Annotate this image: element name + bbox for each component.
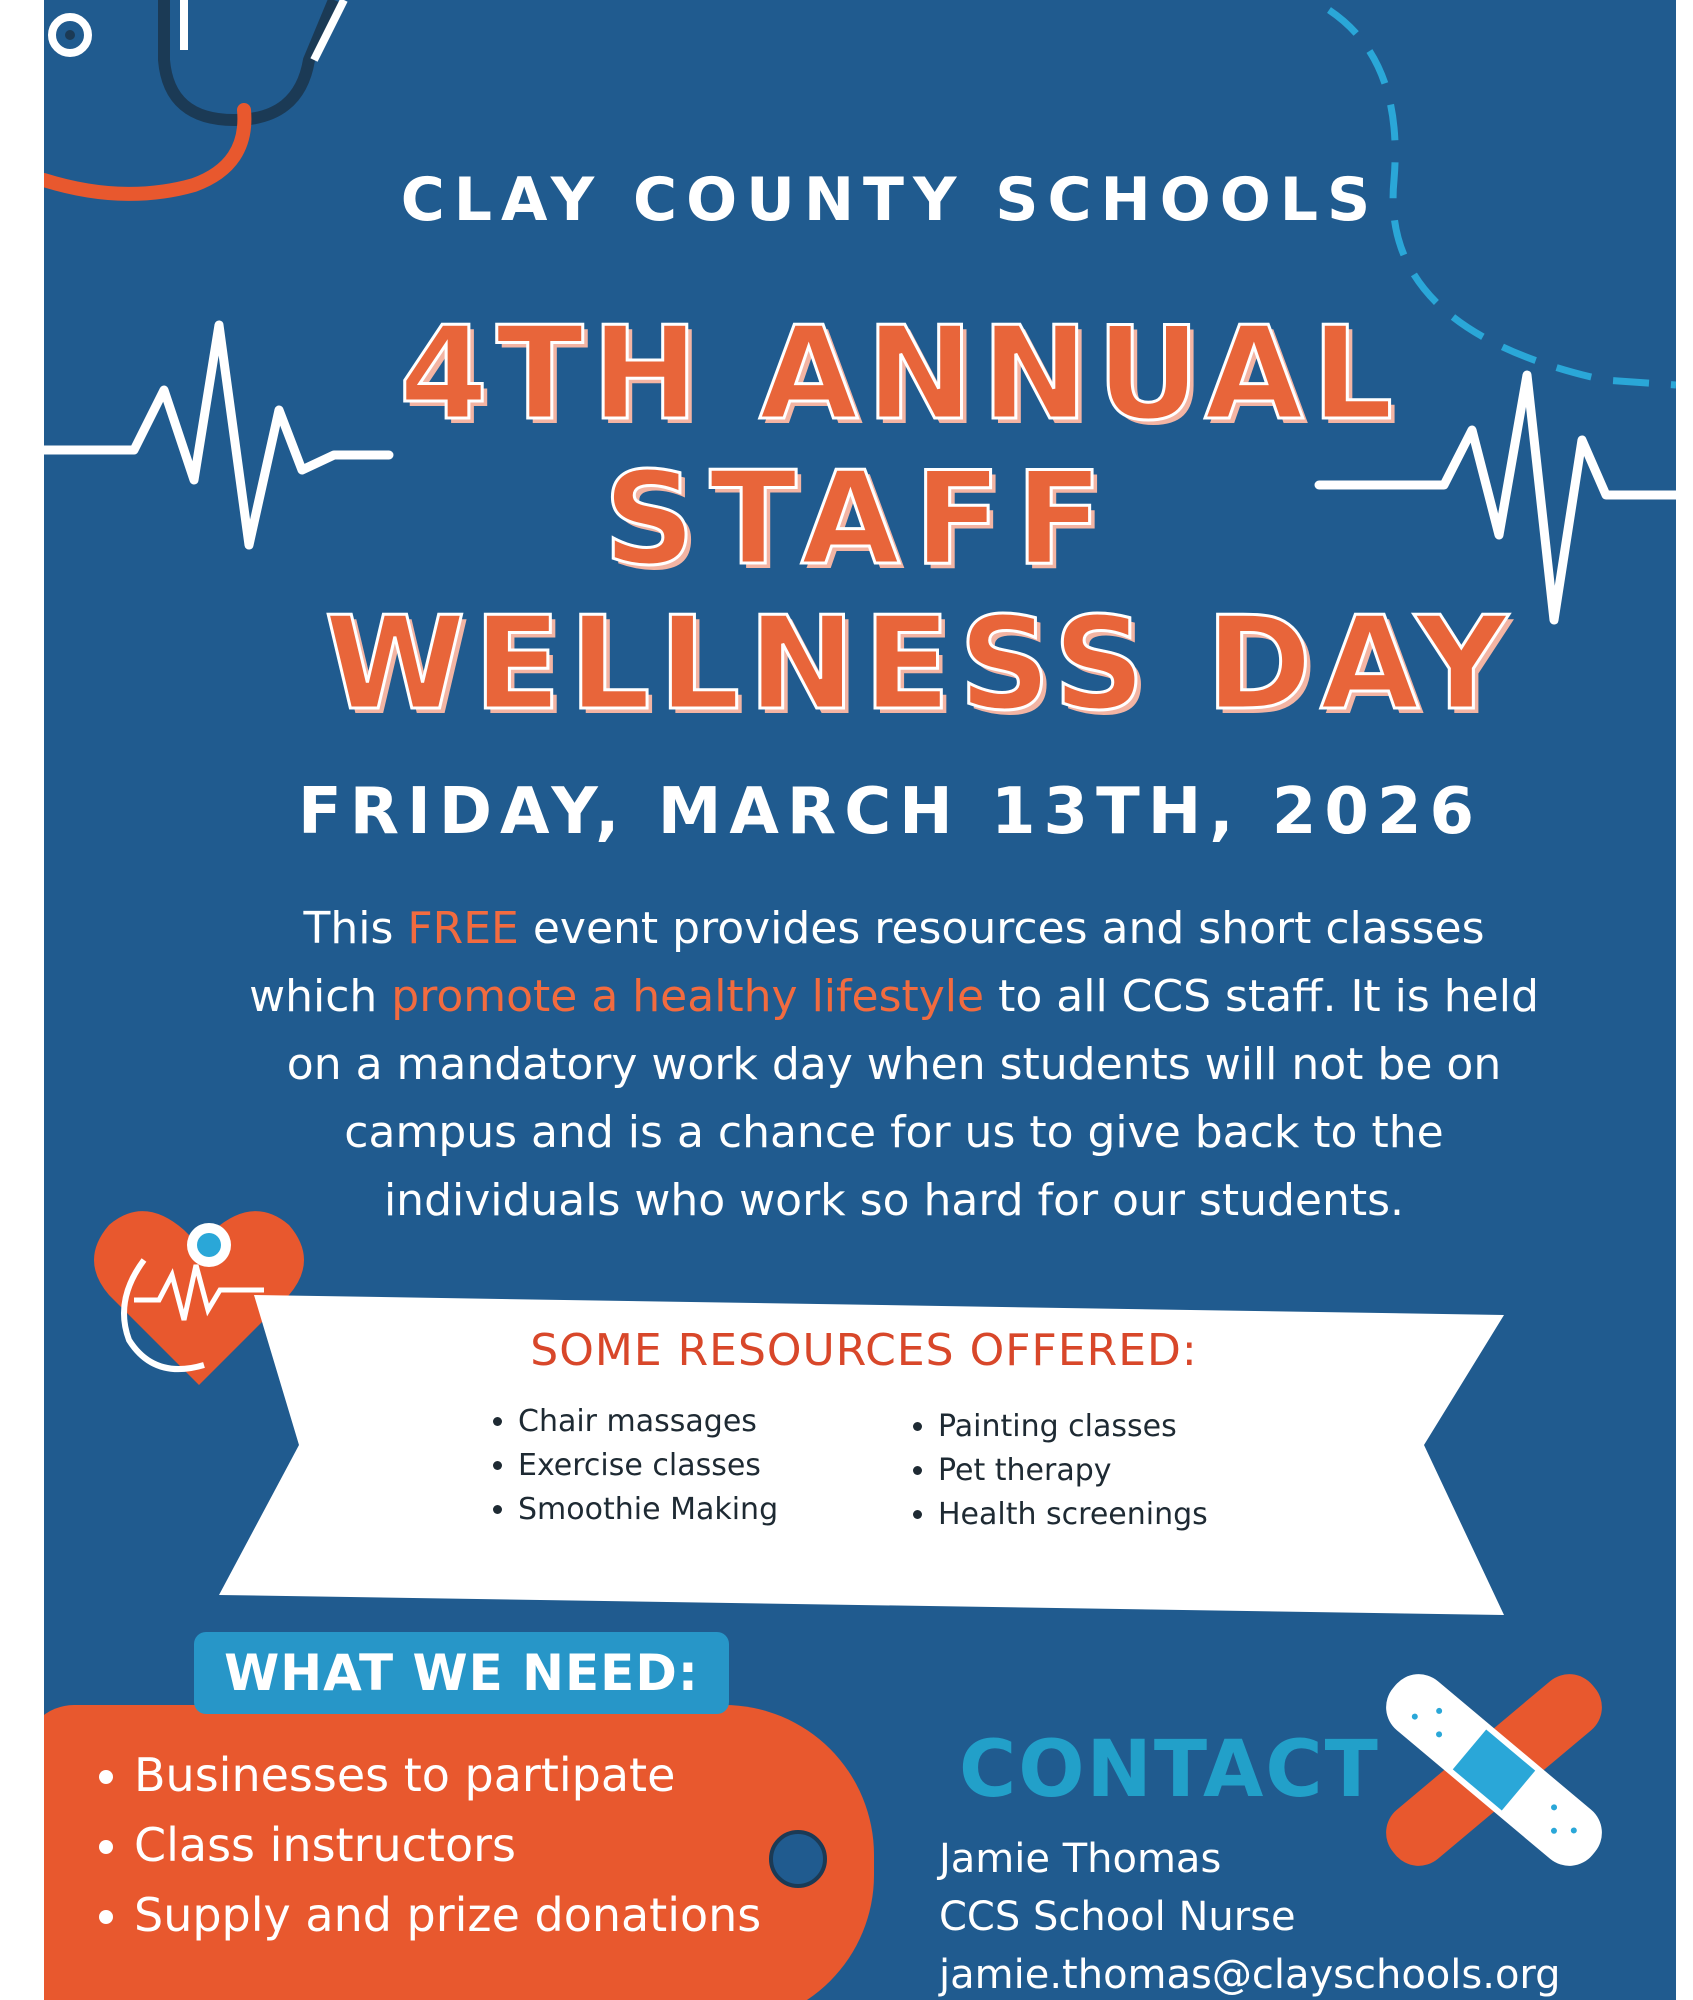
contact-role: CCS School Nurse [939,1894,1296,1940]
list-item: • Chair massages [518,1400,898,1444]
resources-title: SOME RESOURCES OFFERED: [530,1325,1198,1376]
list-item: • Exercise classes [518,1444,898,1488]
event-date: FRIDAY, MARCH 13TH, 2026 [298,775,1482,849]
list-item: • Pet therapy [938,1449,1358,1493]
needs-list [94,1740,761,1950]
contact-title: CONTACT [959,1725,1380,1815]
lifestyle-highlight: promote a healthy lifestyle [391,971,985,1022]
event-description [244,895,1544,1235]
needs-title: WHAT WE NEED: [194,1632,729,1714]
organization-name: CLAY COUNTY SCHOOLS [400,165,1380,235]
resources-list-right [904,1405,1358,1537]
list-item: • Painting classes [938,1405,1358,1449]
bandage-icon [1374,1660,1614,1880]
description-text: to all CCS staff. It is held on a mandatory work day when students will not be on campus and is a chance for us to give back to the individuals who work so hard for our students. [286,971,1539,1226]
resources-list-left [484,1400,898,1532]
title-line-2: STAFF [603,445,1117,594]
flyer [44,0,1676,2000]
list-item: • Smoothie Making [518,1488,898,1532]
free-highlight: FREE [407,903,519,954]
description-text: This [303,903,408,954]
contact-name: Jamie Thomas [939,1836,1222,1882]
description-text: event provides resources and short classes which [249,903,1485,1022]
list-item: • Class instructors [134,1810,761,1880]
list-item: • Supply and prize donations [134,1880,761,1950]
title-line-1: 4TH ANNUAL [399,300,1401,449]
contact-email[interactable]: jamie.thomas@clayschools.org [939,1952,1561,1998]
tag-hole-icon [769,1830,827,1888]
list-item: • Health screenings [938,1493,1358,1537]
list-item: • Businesses to partipate [134,1740,761,1810]
title-line-3: WELLNESS DAY [324,590,1516,739]
